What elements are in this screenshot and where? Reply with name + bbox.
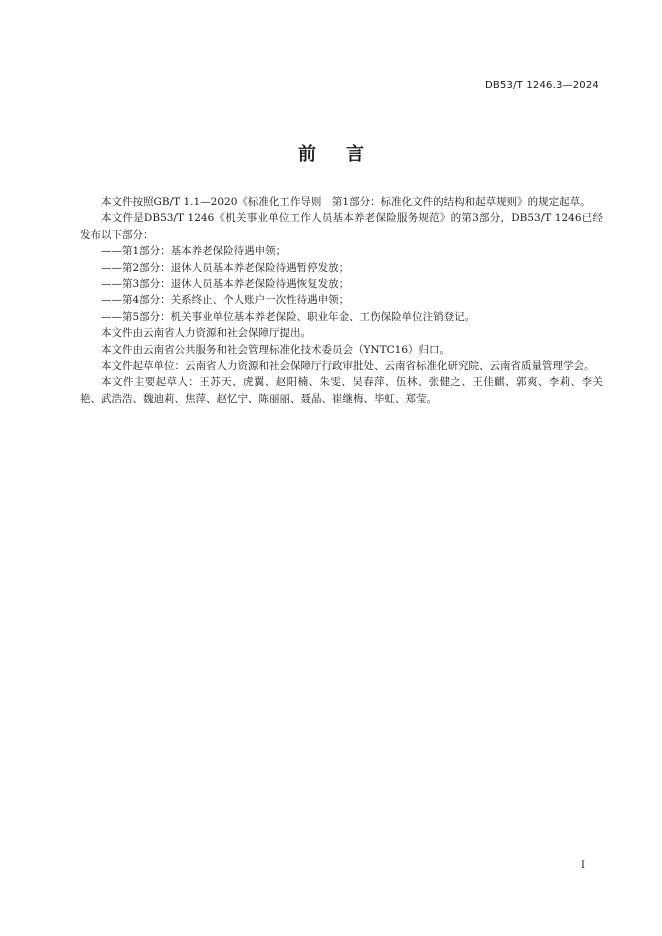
list-item-part-4: ——第4部分：关系终止、个人账户一次性待遇申领； (101, 294, 350, 307)
list-item-part-3: ——第3部分：退休人员基本养老保险待遇恢复发放； (101, 278, 350, 291)
page-number: I (581, 860, 585, 871)
paragraph-drafters: 本文件主要起草人：王苏天、虎翼、赵阳楠、朱雯、吴春萍、伍林、张健之、王佳麒、郭爽、李莉、李关艳、武浩浩、魏迪莉、焦萍、赵忆宁、陈丽丽、聂晶、崔继梅、毕虹、郑莹。 (80, 376, 603, 405)
list-item-part-5: ——第5部分：机关事业单位基本养老保险、职业年金、工伤保险单位注销登记。 (101, 310, 476, 323)
paragraph-administrator: 本文件由云南省公共服务和社会管理标准化技术委员会（YNTC16）归口。 (101, 343, 451, 356)
list-item-part-2: ——第2部分：退休人员基本养老保险待遇暂停发放； (101, 261, 350, 274)
paragraph-drafting-basis: 本文件按照GB/T 1.1—2020《标准化工作导则 第1部分：标准化文件的结构和起草规则》的规定起草。 (101, 196, 591, 208)
list-item-part-1: ——第1部分：基本养老保险待遇申领； (101, 245, 287, 258)
document-code: DB53/T 1246.3—2024 (485, 80, 599, 91)
paragraph-proposer: 本文件由云南省人力资源和社会保障厅提出。 (101, 327, 311, 340)
page-title: 前言 (298, 144, 394, 165)
document-body (80, 194, 603, 407)
paragraph-series-intro: 本文件是DB53/T 1246《机关事业单位工作人员基本养老保险服务规范》的第3部分，DB53/T 1246已经发布以下部分： (80, 212, 603, 241)
paragraph-drafting-units: 本文件起草单位：云南省人力资源和社会保障厅行政审批处、云南省标准化研究院、云南省质量管理学会。 (101, 360, 595, 373)
